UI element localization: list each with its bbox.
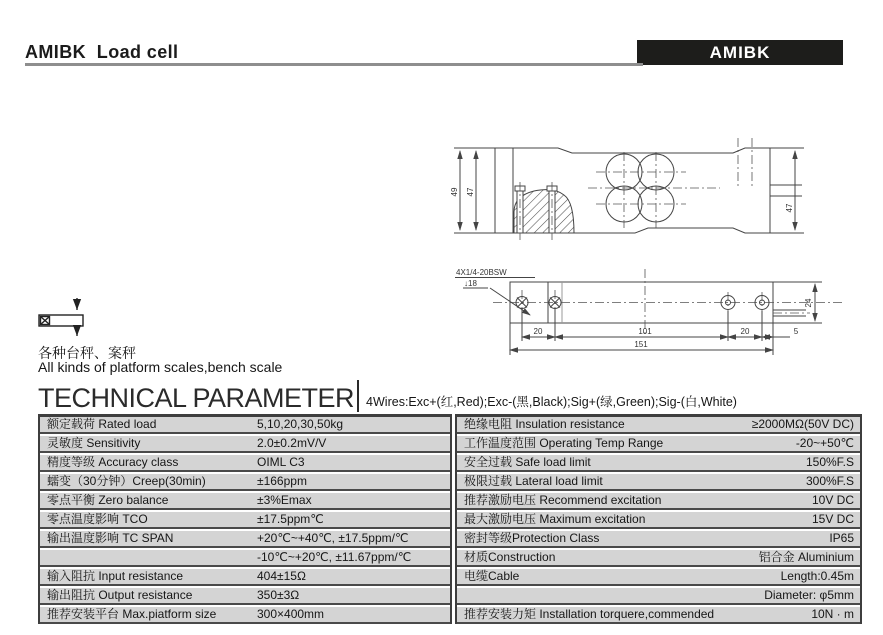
param-value: 150%F.S: [805, 455, 854, 469]
param-value: 10V DC: [811, 493, 854, 507]
param-label: 输入阻抗 Input resistance: [47, 569, 184, 583]
table-row: [457, 417, 860, 434]
param-label: [40, 550, 257, 565]
dim-label-20-left: 20: [533, 327, 543, 336]
dim-label-5: 5: [793, 327, 799, 336]
dim-label-24: 24: [804, 298, 813, 308]
param-value: -10℃~+20℃, ±11.67ppm/℃: [257, 550, 412, 564]
dim-label-height-inner: 47: [466, 187, 475, 197]
table-row: [457, 436, 860, 453]
thread-depth-label: ↓18: [464, 279, 477, 288]
param-label: 蠕变（30分钟）Creep(30min): [47, 474, 206, 488]
section-title: TECHNICAL PARAMETER: [38, 382, 355, 413]
table-row: [457, 531, 860, 548]
application-caption-zh: 各种台秤、案秤: [38, 345, 136, 361]
param-label: 推荐激励电压 Recommend excitation: [464, 493, 662, 507]
param-label: 最大激励电压 Maximum excitation: [464, 512, 646, 526]
param-label: 极限过载 Lateral load limit: [464, 474, 603, 488]
section-divider-bar: [357, 380, 359, 412]
table-row: [40, 550, 450, 567]
param-value: +20℃~+40℃, ±17.5ppm/℃: [257, 531, 409, 545]
table-row: [457, 474, 860, 491]
param-label: 推荐安装平台 Max.piatform size: [47, 607, 217, 621]
spec-table-left: [38, 414, 452, 624]
param-value: 铝合金 Aluminium: [758, 550, 854, 564]
top-view-drawing: [438, 263, 883, 363]
table-row: [457, 493, 860, 510]
table-row: [457, 455, 860, 472]
platform-scale-icon: [30, 293, 150, 343]
param-value: ±166ppm: [257, 474, 307, 488]
param-value: Length:0.45m: [780, 569, 854, 583]
param-value: OIML C3: [257, 455, 305, 469]
table-row: [40, 512, 450, 529]
table-row: [40, 588, 450, 605]
spec-table-right: [455, 414, 862, 624]
param-value: Diameter: φ5mm: [764, 588, 854, 602]
header-rule: [25, 63, 643, 66]
table-row: [40, 436, 450, 453]
table-row: [40, 474, 450, 491]
table-row: [40, 607, 450, 624]
param-value: 15V DC: [811, 512, 854, 526]
dim-label-101: 101: [638, 327, 652, 336]
table-row: [457, 569, 860, 586]
param-label: 零点温度影响 TCO: [47, 512, 148, 526]
dim-label-20-right: 20: [740, 327, 750, 336]
table-row: [457, 607, 860, 624]
param-label: 密封等级Protection Class: [464, 531, 600, 545]
model-badge: AMIBK: [637, 40, 843, 65]
param-label: 绝缘电阻 Insulation resistance: [464, 417, 625, 431]
param-value: 300×400mm: [257, 607, 325, 621]
param-label: 输出阻抗 Output resistance: [47, 588, 193, 602]
table-row: [40, 569, 450, 586]
dim-label-right-height: 47: [785, 203, 794, 213]
side-view-drawing: [450, 130, 880, 245]
table-row: [40, 493, 450, 510]
param-label: 额定载荷 Rated load: [47, 417, 157, 431]
param-value: 2.0±0.2mV/V: [257, 436, 327, 450]
param-value: IP65: [829, 531, 854, 545]
thread-note-label: 4X1/4-20BSW: [456, 268, 507, 277]
param-value: 5,10,20,30,50kg: [257, 417, 344, 431]
page-title: AMIBK Load cell: [25, 42, 179, 62]
table-row: [457, 550, 860, 567]
table-row: [40, 417, 450, 434]
param-value: 10N · m: [811, 607, 854, 621]
param-label: 零点平衡 Zero balance: [47, 493, 169, 507]
param-value: ±17.5ppm℃: [257, 512, 324, 526]
param-label: 工作温度范围 Operating Temp Range: [464, 436, 664, 450]
param-label: 推荐安装力矩 Installation torquere,commended: [464, 607, 715, 621]
dim-label-151: 151: [634, 340, 648, 349]
dim-label-height-outer: 49: [450, 187, 459, 197]
table-row: [457, 512, 860, 529]
param-value: 350±3Ω: [257, 588, 300, 602]
wiring-note: 4Wires:Exc+(红,Red);Exc-(黑,Black);Sig+(绿,Green);Sig-(白,White): [366, 395, 737, 409]
table-row: [40, 455, 450, 472]
param-label: 输出温度影响 TC SPAN: [47, 531, 174, 545]
table-row: [40, 531, 450, 548]
param-label: [457, 588, 764, 603]
technical-parameter-section: [38, 380, 737, 412]
param-label: 精度等级 Accuracy class: [47, 455, 179, 469]
param-value: -20~+50℃: [795, 436, 854, 450]
param-value: ≥2000MΩ(50V DC): [751, 417, 854, 431]
param-label: 安全过载 Safe load limit: [464, 455, 591, 469]
param-label: 材质Construction: [464, 550, 556, 564]
param-label: 灵敏度 Sensitivity: [47, 436, 141, 450]
application-caption-en: All kinds of platform scales,bench scale: [38, 359, 283, 375]
table-row: [457, 588, 860, 605]
param-label: 电缆Cable: [464, 569, 520, 583]
param-value: 300%F.S: [805, 474, 854, 488]
param-value: 404±15Ω: [257, 569, 306, 583]
param-value: ±3%Emax: [257, 493, 312, 507]
